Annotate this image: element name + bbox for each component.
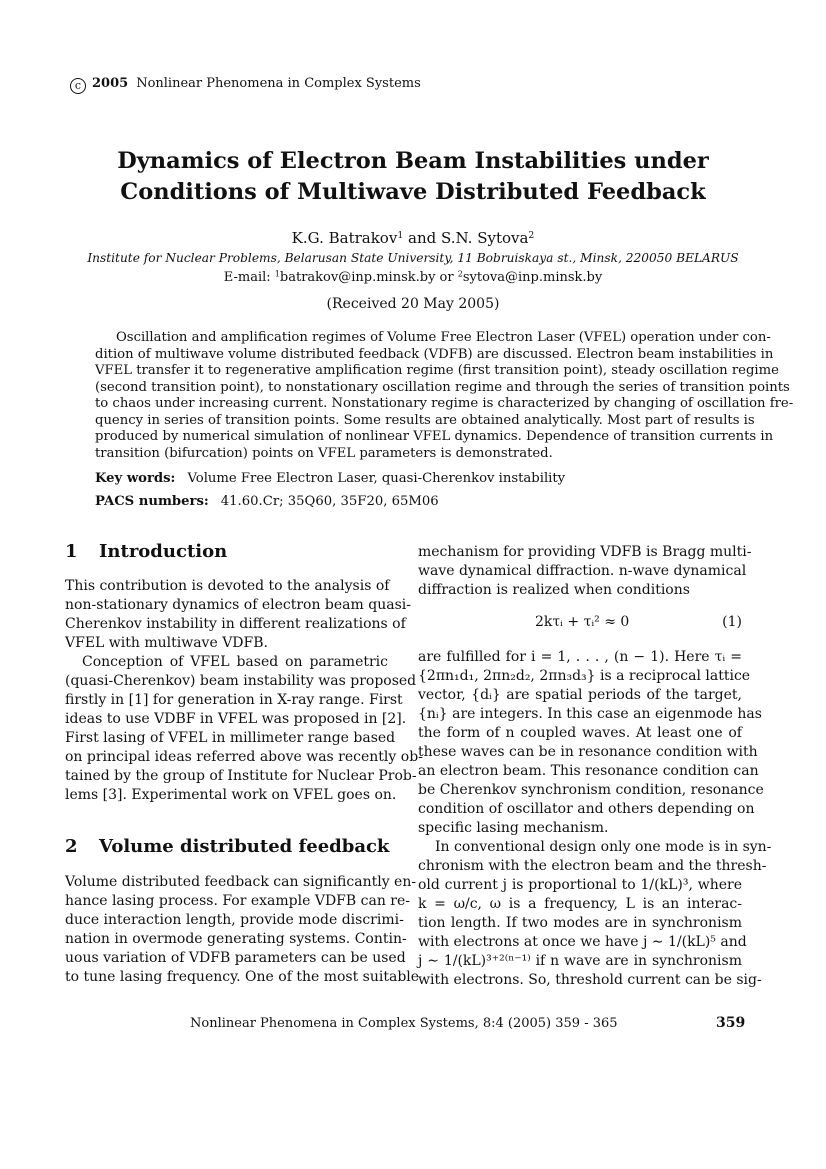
footer-citation: Nonlinear Phenomena in Complex Systems, 8:4 (2005) 359 - 365 xyxy=(190,1016,618,1031)
paragraph-line: the form of n coupled waves. At least one of xyxy=(418,725,742,741)
author-2-sup: 2 xyxy=(528,229,535,241)
keywords-value: Volume Free Electron Laser, quasi-Cherenkov instability xyxy=(187,471,566,486)
header-journal: Nonlinear Phenomena in Complex Systems xyxy=(136,76,421,91)
paragraph-line: with electrons. So, threshold current can be sig- xyxy=(418,972,762,988)
paragraph-line: with electrons at once we have j ∼ 1/(kL)⁵ and xyxy=(418,934,747,950)
received-date: (Received 20 May 2005) xyxy=(326,296,500,312)
email-sup-1: 1 xyxy=(274,269,280,279)
abstract-line: (second transition point), to nonstationary oscillation regime and through the series of transition points xyxy=(95,379,790,395)
paragraph-line: be Cherenkov synchronism condition, resonance xyxy=(418,782,764,798)
paragraph-line: chronism with the electron beam and the thresh- xyxy=(418,858,767,874)
keywords xyxy=(95,471,565,486)
paragraph-line: First lasing of VFEL in millimeter range based xyxy=(65,730,396,746)
paragraph-line: j ∼ 1/(kL)³⁺²⁽ⁿ⁻¹⁾ if n wave are in synchronism xyxy=(418,953,742,969)
section-1-number: 1 xyxy=(65,541,78,562)
paragraph-line: old current j is proportional to 1/(kL)³, where xyxy=(418,877,742,893)
title-line-1: Dynamics of Electron Beam Instabilities under xyxy=(117,148,709,174)
paragraph-line: VFEL with multiwave VDFB. xyxy=(65,635,268,651)
paragraph-line: tained by the group of Institute for Nuclear Prob- xyxy=(65,768,417,784)
email-prefix: E-mail: xyxy=(223,270,275,285)
section-1-title: Introduction xyxy=(99,541,228,562)
section-2-body xyxy=(65,873,420,987)
paragraph-line: hance lasing process. For example VDFB can re- xyxy=(65,893,410,909)
abstract-line: to chaos under increasing current. Nonstationary regime is characterized by changing of oscillation fre- xyxy=(95,396,794,411)
right-column-bottom xyxy=(418,648,772,990)
paragraph-line: {nᵢ} are integers. In this case an eigenmode has xyxy=(418,706,762,722)
author-1-sup: 1 xyxy=(397,229,404,241)
right-column-top xyxy=(418,543,752,600)
paragraph-line: condition of oscillator and others depending on xyxy=(418,801,755,817)
email-or: or xyxy=(435,270,458,285)
paragraph-line: wave dynamical diffraction. n-wave dynamical xyxy=(418,563,747,579)
abstract-line: dition of multiwave volume distributed feedback (VDFB) are discussed. Electron beam instabilities in xyxy=(95,346,774,362)
paragraph-line: Volume distributed feedback can significantly en- xyxy=(65,874,417,890)
paragraph-line: these waves can be in resonance condition with xyxy=(418,744,758,760)
paragraph-line: lems [3]. Experimental work on VFEL goes on. xyxy=(65,787,397,803)
paragraph-line: an electron beam. This resonance condition can xyxy=(418,763,759,779)
page-number: 359 xyxy=(716,1015,746,1031)
abstract-line: Oscillation and amplification regimes of Volume Free Electron Laser (VFEL) operation under con- xyxy=(116,330,771,345)
author-1: K.G. Batrakov xyxy=(291,229,398,247)
paragraph-line: Conception of VFEL based on parametric xyxy=(82,654,388,670)
paragraph-line: ideas to use VDBF in VFEL was proposed in [2]. xyxy=(65,711,407,727)
affiliation: Institute for Nuclear Problems, Belarusan State University, 11 Bobruiskaya st., Minsk, 220050 BELARUS xyxy=(87,251,739,265)
email-line xyxy=(60,270,766,285)
paragraph-line: mechanism for providing VDFB is Bragg multi- xyxy=(418,544,752,560)
email-address-1: batrakov@inp.minsk.by xyxy=(279,270,436,285)
authors-and: and xyxy=(403,229,441,247)
section-2-heading xyxy=(65,836,389,857)
equation-body: 2kτᵢ + τᵢ² ≈ 0 xyxy=(535,614,630,630)
email-address-2: sytova@inp.minsk.by xyxy=(462,270,603,285)
section-2-number: 2 xyxy=(65,836,78,857)
section-2-title: Volume distributed feedback xyxy=(99,836,390,857)
paragraph-line: Cherenkov instability in different realizations of xyxy=(65,616,406,632)
paragraph-line: In conventional design only one mode is in syn- xyxy=(435,839,772,855)
abstract xyxy=(95,330,794,462)
paragraph-line: duce interaction length, provide mode discrimi- xyxy=(65,912,404,928)
copyright-icon: c xyxy=(70,78,86,94)
email-sup-2: 2 xyxy=(457,269,463,279)
paragraph-line: to tune lasing frequency. One of the most suitable xyxy=(65,969,420,985)
pacs-label: PACS numbers: xyxy=(95,494,209,509)
paragraph-line: non-stationary dynamics of electron beam quasi- xyxy=(65,597,411,613)
paragraph-line: on principal ideas referred above was recently ob- xyxy=(65,749,423,765)
abstract-line: produced by numerical simulation of nonlinear VFEL dynamics. Dependence of transition currents in xyxy=(95,429,774,444)
paragraph-line: k = ω/c, ω is a frequency, L is an interac- xyxy=(418,896,742,912)
paragraph-line: vector, {dᵢ} are spatial periods of the target, xyxy=(418,687,742,703)
keywords-label: Key words: xyxy=(95,471,176,486)
paragraph-line: specific lasing mechanism. xyxy=(418,820,609,836)
pacs xyxy=(95,494,439,509)
paragraph-line: diffraction is realized when conditions xyxy=(418,582,690,598)
paragraph-line: uous variation of VDFB parameters can be used xyxy=(65,950,406,966)
paragraph-line: nation in overmode generating systems. Contin- xyxy=(65,931,407,947)
paragraph-line: firstly in [1] for generation in X-ray range. First xyxy=(65,692,403,708)
section-1-body xyxy=(65,577,423,805)
author-2: S.N. Sytova xyxy=(440,229,529,247)
equation-number: (1) xyxy=(722,614,742,630)
abstract-line: VFEL transfer it to regenerative amplification regime (first transition point), steady oscillation regime xyxy=(95,363,779,378)
journal-header xyxy=(70,76,421,94)
paragraph-line: (quasi-Cherenkov) beam instability was proposed xyxy=(65,673,417,689)
paragraph-line: are fulfilled for i = 1, . . . , (n − 1). Here τᵢ = xyxy=(418,649,742,665)
paragraph-line: tion length. If two modes are in synchronism xyxy=(418,915,742,931)
header-year: 2005 xyxy=(92,76,129,91)
abstract-line: transition (bifurcation) points on VFEL parameters is demonstrated. xyxy=(95,445,553,461)
title-line-2: Conditions of Multiwave Distributed Feedback xyxy=(120,179,706,205)
authors xyxy=(60,229,766,247)
paper-title xyxy=(60,146,766,208)
paragraph-line: {2πn₁d₁, 2πn₂d₂, 2πn₃d₃} is a reciprocal lattice xyxy=(418,668,751,684)
abstract-line: quency in series of transition points. Some results are obtained analytically. Most part of results is xyxy=(95,412,755,428)
section-1-heading xyxy=(65,541,227,562)
paragraph-line: This contribution is devoted to the analysis of xyxy=(65,578,390,594)
pacs-value: 41.60.Cr; 35Q60, 35F20, 65M06 xyxy=(220,494,439,509)
